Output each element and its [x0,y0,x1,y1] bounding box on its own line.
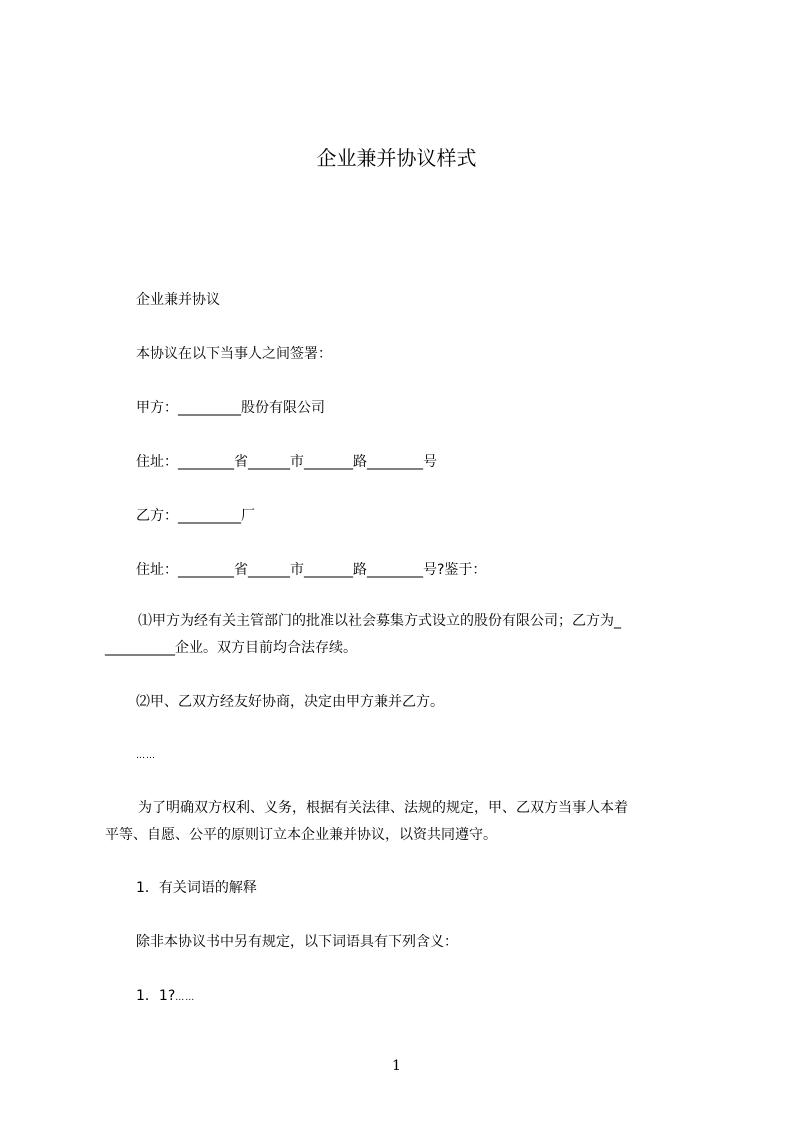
address-a: 住址：________省______市_______路________号 [136,454,437,470]
page-title: 企业兼并协议样式 [316,146,477,170]
ellipsis: …… [136,751,156,761]
recital-1-line-1: ⑴甲方为经有关主管部门的批准以社会募集方式设立的股份有限公司；乙方为_ [138,613,621,629]
section-1-1 [136,986,195,1008]
agreement-heading: 企业兼并协议 [136,292,220,308]
recital-2: ⑵甲、乙双方经友好协商，决定由甲方兼并乙方。 [136,694,444,710]
recital-1-line-2: __________企业。双方目前均合法存续。 [105,640,357,656]
purpose-line-2: 平等、自愿、公平的原则订立本企业兼并协议，以资共同遵守。 [105,827,497,843]
purpose-line-1: 为了明确双方权利、义务，根据有关法律、法规的规定，甲、乙双方当事人本着 [138,800,628,816]
party-b: 乙方：_________厂 [136,508,255,524]
party-a: 甲方：_________股份有限公司 [136,400,325,416]
section-1-1-ellipsis: …… [175,993,196,1003]
section-1-1-number: 1．1? [136,988,176,1004]
intro-text: 本协议在以下当事人之间签署： [136,346,332,362]
page-number: 1 [392,1058,401,1074]
section-1-intro: 除非本协议书中另有规定，以下词语具有下列含义： [136,934,458,950]
address-b: 住址：________省______市_______路________号?鉴于： [136,562,487,578]
section-1-title: 1．有关词语的解释 [136,880,257,896]
